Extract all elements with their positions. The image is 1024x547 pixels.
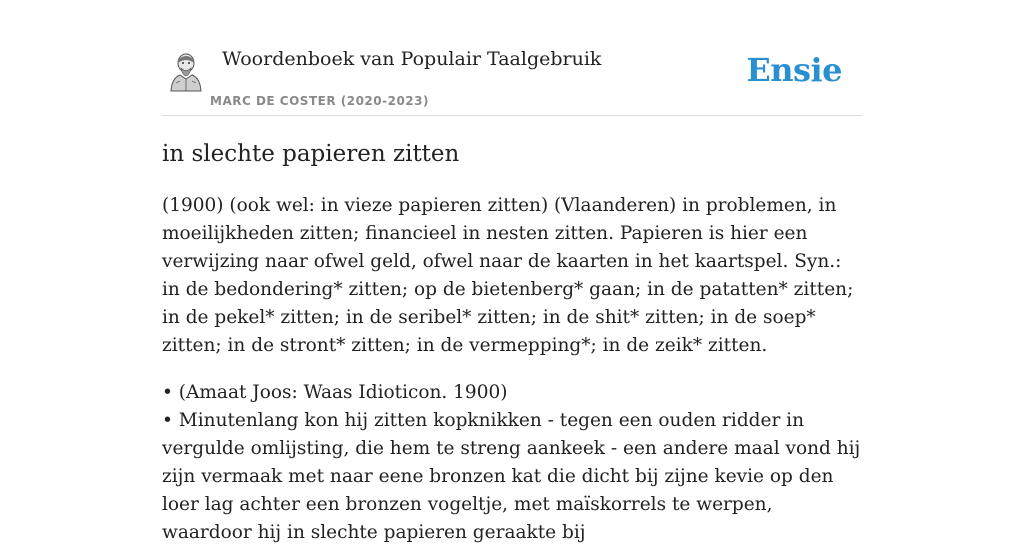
quote-list [162,379,862,547]
author-byline[interactable]: MARC DE COSTER (2020-2023) [210,94,429,108]
entry-term: in slechte papieren zitten [162,141,460,167]
dictionary-title[interactable]: Woordenboek van Populair Taalgebruik [222,48,602,70]
quote-item: • Minutenlang kon hij zitten kopknikken - tegen een ouden ridder in vergulde omlijsting, die hem te streng aankeek - een andere maal vond hij zijn vermaak met naar eene bronzen kat die dicht bij zijne kevie op den loer lag achter een bronzen vogeltje, met maïskorrels te werpen, waardoor hij in slechte papieren geraakte bij [162,410,861,543]
quote-item: • (Amaat Joos: Waas Idioticon. 1900) [162,382,508,403]
site-header [162,40,862,116]
entry-definition: (1900) (ook wel: in vieze papieren zitten) (Vlaanderen) in problemen, in moeilijkheden zitten; financieel in nesten zitten. Papieren is hier een verwijzing naar ofwel geld, ofwel naar de kaarten in het kaartspel. Syn.: in de bedondering* zitten; op de bietenberg* gaan; in de patatten* zitten; in de pekel* zitten; in de seribel* zitten; in de shit* zitten; in de soep* zitten; in de stront* zitten; in de vermepping*; in de zeik* zitten. [162,195,854,356]
ensie-logo[interactable]: Ensie [746,51,842,89]
author-portrait-icon [168,51,204,91]
